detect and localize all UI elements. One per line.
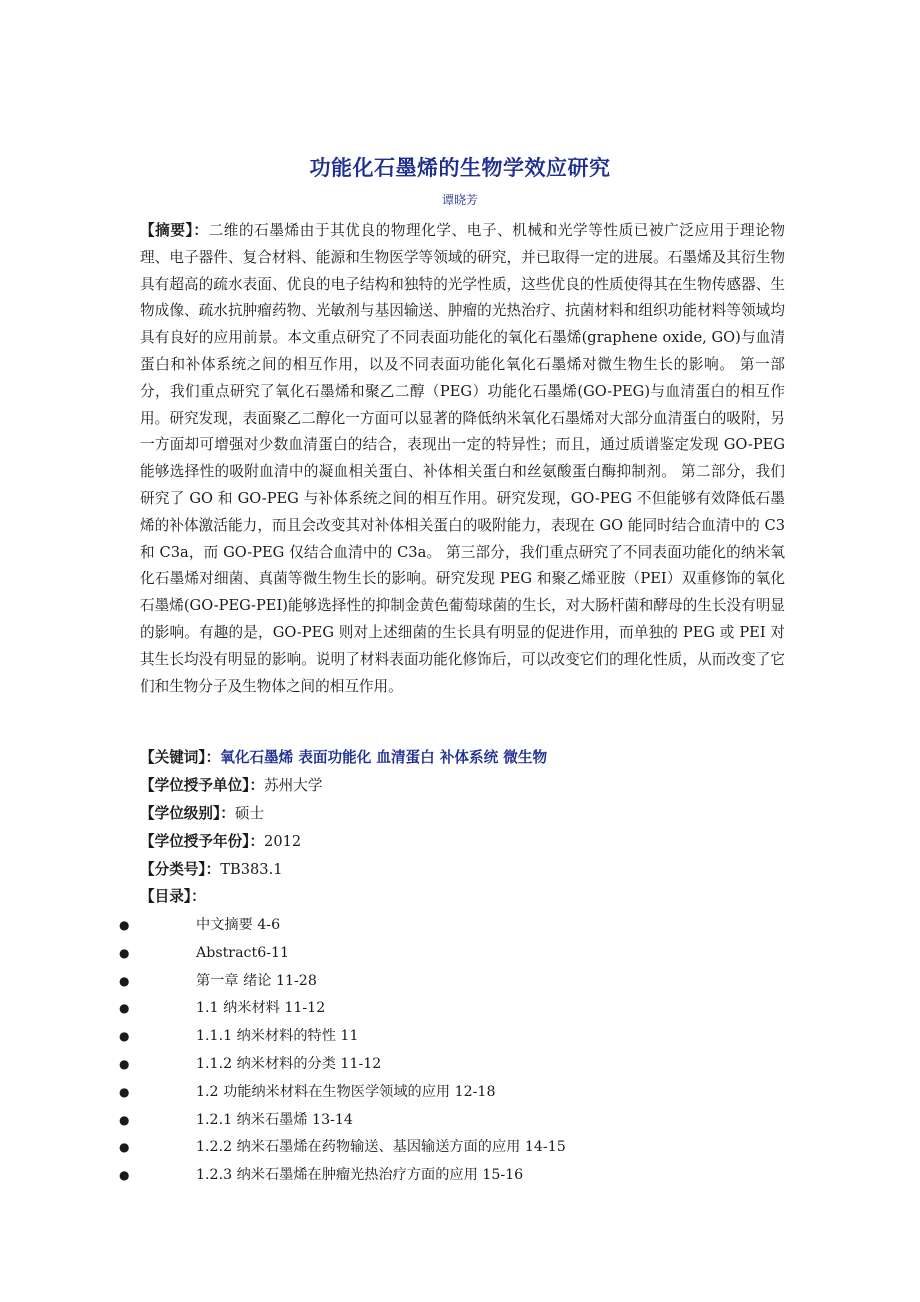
toc-item <box>0 995 920 1023</box>
toc-item-text: 1.2.1 纳米石墨烯 13-14 <box>196 1111 353 1128</box>
toc-heading-row <box>140 884 840 910</box>
page-title: 功能化石墨烯的生物学效应研究 <box>309 156 611 180</box>
degree-unit-row <box>140 773 840 799</box>
author-link[interactable]: 谭晓芳 <box>441 193 478 207</box>
bullet-icon: ● <box>119 1140 130 1155</box>
toc-item-text: 1.1.1 纳米材料的特性 11 <box>196 1028 359 1045</box>
classification-value: TB383.1 <box>220 861 283 878</box>
toc-label: 【目录】： <box>140 888 206 905</box>
toc-item-text: 1.2.3 纳米石墨烯在肿瘤光热治疗方面的应用 15-16 <box>196 1167 524 1184</box>
degree-year-row <box>140 829 840 855</box>
abstract-text: 二维的石墨烯由于其优良的物理化学、电子、机械和光学等性质已被广泛应用于理论物理、电子器件、复合材料、能源和生物医学等领域的研究，并已取得一定的进展。石墨烯及其衍生物具有超高的疏水表面、优良的电子结构和独特的光学性质，这些优良的性质使得其在生物传感器、生物成像、疏水抗肿瘤药物、光敏剂与基因输送、肿瘤的光热治疗、抗菌材料和组织功能材料等领域均具有良好的应用前景。本文重点研究了不同表面功能化的氧化石墨烯(graphene oxide, GO)与血清蛋白和补体系统之间的相互作用，以及不同表面功能化氧化石墨烯对微生物生长的影响。 第一部分，我们重点研究了氧化石墨烯和聚乙二醇（PEG）功能化石墨烯(GO-PEG)与血清蛋白的相互作用。研究发现，表面聚乙二醇化一方面可以显著的降低纳米氧化石墨烯对大部分血清蛋白的吸附，另一方面却可增强对少数血清蛋白的结合，表现出一定的特异性；而且，通过质谱鉴定发现 GO-PEG 能够选择性的吸附血清中的凝血相关蛋白、补体相关蛋白和丝氨酸蛋白酶抑制剂。 第二部分，我们研究了 GO 和 GO-PEG 与补体系统之间的相互作用。研究发现，GO-PEG 不但能够有效降低石墨烯的补体激活能力，而且会改变其对补体相关蛋白的吸附能力，表现在 GO 能同时结合血清中的 C3 和 C3a，而 GO-PEG 仅结合血清中的 C3a。 第三部分，我们重点研究了不同表面功能化的纳米氧化石墨烯对细菌、真菌等微生物生长的影响。研究发现 PEG 和聚乙烯亚胺（PEI）双重修饰的氧化石墨烯(GO-PEG-PEI)能够选择性的抑制金黄色葡萄球菌的生长，对大肠杆菌和酵母的生长没有明显的影响。有趣的是，GO-PEG 则对上述细菌的生长具有明显的促进作用，而单独的 PEG 或 PEI 对其生长均没有明显的影响。说明了材料表面功能化修饰后，可以改变它们的理化性质，从而改变了它们和生物分子及生物体之间的相互作用。 <box>140 222 785 695</box>
keywords-value[interactable]: 氧化石墨烯 表面功能化 血清蛋白 补体系统 微生物 <box>220 749 548 766</box>
toc-item-text: 中文摘要 4-6 <box>196 917 281 933</box>
bullet-icon: ● <box>119 973 130 988</box>
degree-year-value: 2012 <box>264 833 302 850</box>
toc-item <box>0 1107 920 1135</box>
bullet-icon: ● <box>119 1112 130 1127</box>
table-of-contents <box>0 912 920 1190</box>
bullet-icon: ● <box>119 945 130 960</box>
toc-item-text: 1.2.2 纳米石墨烯在药物输送、基因输送方面的应用 14-15 <box>196 1139 566 1156</box>
toc-item <box>0 968 920 996</box>
toc-item <box>0 1134 920 1162</box>
toc-item-text: 1.2 功能纳米材料在生物医学领域的应用 12-18 <box>196 1083 496 1100</box>
abstract-paragraph <box>140 218 785 700</box>
classification-label: 【分类号】： <box>140 861 221 878</box>
degree-level-row <box>140 801 840 827</box>
classification-row <box>140 857 840 883</box>
toc-item-text: 第一章 绪论 11-28 <box>196 972 317 989</box>
degree-unit-label: 【学位授予单位】： <box>140 777 265 794</box>
bullet-icon: ● <box>119 1029 130 1044</box>
abstract-label: 【摘要】： <box>140 222 209 239</box>
bullet-icon: ● <box>119 1168 130 1183</box>
toc-item <box>0 1051 920 1079</box>
toc-item-text: 1.1 纳米材料 11-12 <box>196 1000 326 1017</box>
degree-level-label: 【学位级别】： <box>140 805 235 822</box>
bullet-icon: ● <box>119 1056 130 1071</box>
toc-item-text: 1.1.2 纳米材料的分类 11-12 <box>196 1055 382 1072</box>
keywords-label: 【关键词】： <box>140 749 221 766</box>
toc-item <box>0 1023 920 1051</box>
keywords-row <box>140 745 840 771</box>
degree-year-label: 【学位授予年份】： <box>140 833 265 850</box>
toc-item <box>0 1079 920 1107</box>
bullet-icon: ● <box>119 1001 130 1016</box>
toc-item <box>0 912 920 940</box>
bullet-icon: ● <box>119 1084 130 1099</box>
degree-level-value: 硕士 <box>234 805 265 822</box>
bullet-icon: ● <box>119 918 130 932</box>
toc-item-text: Abstract6-11 <box>196 944 290 961</box>
toc-item <box>0 1162 920 1190</box>
toc-item <box>0 940 920 968</box>
degree-unit-value: 苏州大学 <box>264 777 323 794</box>
